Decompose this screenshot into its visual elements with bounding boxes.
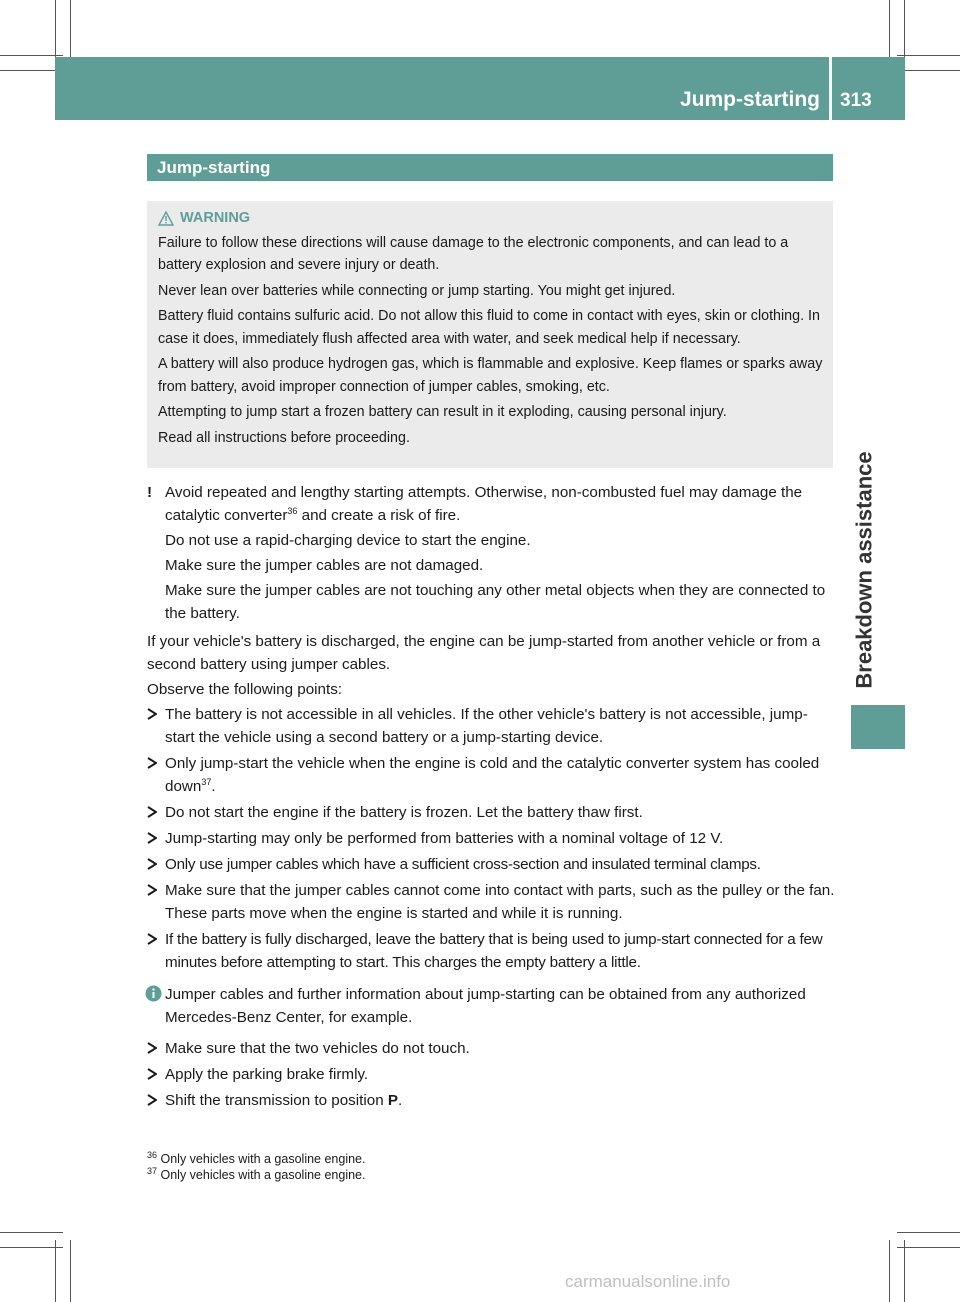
crop-mark bbox=[904, 1240, 905, 1302]
crop-mark bbox=[897, 1232, 960, 1233]
list-item: Jump-starting may only be performed from batteries with a nominal voltage of 12 V. bbox=[147, 827, 837, 850]
crop-mark bbox=[0, 1232, 63, 1233]
list-item: Make sure that the two vehicles do not touch. bbox=[147, 1037, 837, 1060]
watermark: carmanualsonline.info bbox=[565, 1272, 731, 1291]
crop-mark bbox=[0, 55, 63, 56]
warning-paragraph: A battery will also produce hydrogen gas, which is flammable and explosive. Keep flames or sparks away from battery, avoid improper connection of jumper cables, smoking, etc. bbox=[158, 356, 823, 395]
crop-mark bbox=[897, 55, 960, 56]
notice-line: Do not use a rapid-charging device to start the engine. bbox=[165, 532, 531, 549]
exclamation-icon: ! bbox=[147, 484, 153, 501]
warning-paragraph: Failure to follow these directions will cause damage to the electronic components, and can lead to a battery explosion and severe injury or death. bbox=[158, 234, 789, 273]
warning-paragraph: Never lean over batteries while connecting or jump starting. You might get injured. bbox=[158, 282, 676, 299]
crop-mark bbox=[0, 70, 63, 71]
footnote-ref: 36 bbox=[287, 506, 298, 516]
header-divider bbox=[829, 57, 832, 120]
warning-paragraph: Attempting to jump start a frozen battery can result in it exploding, causing personal injury. bbox=[158, 404, 727, 420]
list-item: Apply the parking brake firmly. bbox=[147, 1063, 837, 1086]
intro-paragraph: If your vehicle's battery is discharged, the engine can be jump-started from another vehicle or from a second battery using jumper cables. bbox=[147, 633, 821, 673]
crop-mark bbox=[897, 70, 960, 71]
list-item: The battery is not accessible in all vehicles. If the other vehicle's battery is not accessible, jump-start the vehicle using a second battery or a jump-starting device. bbox=[147, 703, 837, 749]
notice-item: ! Avoid repeated and lengthy starting attempts. Otherwise, non-combusted fuel may damage the catalytic converter$^{36}$ and create a risk of fire. bbox=[147, 481, 837, 527]
crop-mark bbox=[897, 1247, 960, 1248]
intro-paragraph: Observe the following points: bbox=[147, 681, 343, 698]
arrow-right-icon bbox=[147, 933, 157, 945]
warning-paragraph: Battery fluid contains sulfuric acid. Do not allow this fluid to come in contact with eyes, skin or clothing. In case it does, immediately flush affected area with water, and seek medical help if necessary. bbox=[158, 308, 820, 347]
warning-label: WARNING bbox=[180, 210, 251, 226]
crop-mark bbox=[55, 1240, 56, 1302]
header-title: Jump-starting bbox=[680, 88, 821, 111]
footnotes bbox=[147, 1151, 365, 1183]
notice-line: Make sure the jumper cables are not damaged. bbox=[165, 557, 484, 574]
section-title: Jump-starting bbox=[147, 154, 833, 181]
page-number: 313 bbox=[840, 90, 872, 111]
list-item: Do not start the engine if the battery is frozen. Let the battery thaw first. bbox=[147, 801, 837, 824]
list-item: Only jump-start the vehicle when the engine is cold and the catalytic converter system has cooled down$^{37}$. bbox=[147, 752, 837, 798]
notice-line: Make sure the jumper cables are not touching any other metal objects when they are connected to the battery. bbox=[165, 582, 826, 622]
crop-mark bbox=[55, 0, 56, 63]
footnote: $^{37}$ Only vehicles with a gasoline engine. bbox=[147, 1166, 366, 1182]
arrow-right-icon bbox=[147, 1094, 157, 1106]
warning-box bbox=[147, 201, 833, 468]
crop-mark bbox=[889, 1240, 890, 1302]
arrow-right-icon bbox=[147, 708, 157, 720]
info-icon bbox=[145, 985, 162, 1002]
footnote-ref: 37 bbox=[201, 777, 212, 787]
gear-position: P bbox=[387, 1092, 398, 1109]
arrow-right-icon bbox=[147, 832, 157, 844]
crop-mark bbox=[70, 1240, 71, 1302]
warning-paragraph: Read all instructions before proceeding. bbox=[158, 429, 410, 446]
list-item: Only use jumper cables which have a sufficient cross-section and insulated terminal clamps. bbox=[147, 853, 837, 876]
arrow-right-icon bbox=[147, 806, 157, 818]
warning-heading bbox=[158, 207, 823, 230]
list-item: If the battery is fully discharged, leave the battery that is being used to jump-start connected for a few minutes before attempting to start. This charges the empty battery a little. bbox=[147, 928, 837, 974]
arrow-right-icon bbox=[147, 757, 157, 769]
arrow-right-icon bbox=[147, 1042, 157, 1054]
crop-mark bbox=[904, 0, 905, 63]
list-item: Shift the transmission to position P. bbox=[147, 1089, 837, 1112]
list-item: Make sure that the jumper cables cannot come into contact with parts, such as the pulley or the fan. These parts move when the engine is started and while it is running. bbox=[147, 879, 837, 925]
arrow-right-icon bbox=[147, 884, 157, 896]
crop-mark bbox=[70, 0, 71, 63]
footnote: $^{36}$ Only vehicles with a gasoline engine. bbox=[147, 1150, 366, 1166]
info-note: Jumper cables and further information about jump-starting can be obtained from any authorized Mercedes-Benz Center, for example. bbox=[147, 983, 837, 1029]
crop-mark bbox=[0, 1247, 63, 1248]
crop-mark bbox=[889, 0, 890, 63]
warning-triangle-icon bbox=[158, 211, 174, 226]
main-content bbox=[147, 481, 837, 1115]
side-tab-marker bbox=[851, 705, 905, 749]
arrow-right-icon bbox=[147, 1068, 157, 1080]
side-tab-label: Breakdown assistance bbox=[852, 451, 878, 689]
arrow-right-icon bbox=[147, 858, 157, 870]
